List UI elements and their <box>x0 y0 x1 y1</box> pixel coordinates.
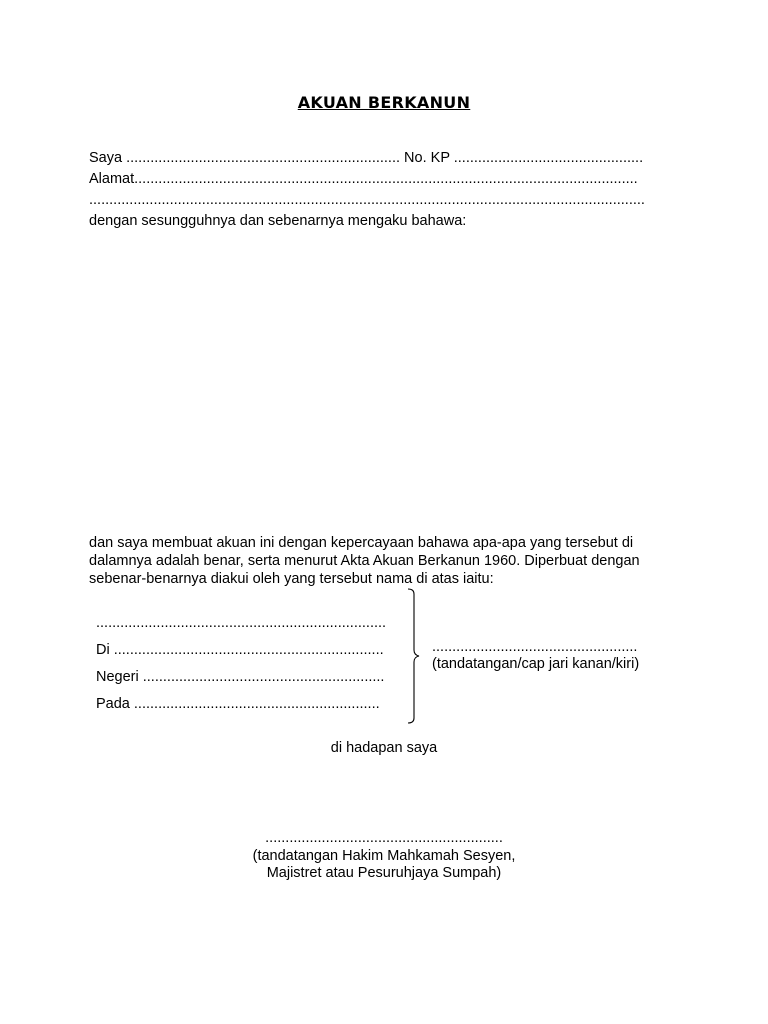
witness-intro: di hadapan saya <box>330 740 438 756</box>
declaration-intro: dengan sesungguhnya dan sebenarnya mengaku bahawa: <box>89 213 467 229</box>
witness-signature-dots: ........................................................... <box>265 830 503 846</box>
place-negeri-line: Negeri ............................................................ <box>96 669 385 685</box>
statement-paragraph <box>89 534 689 588</box>
witness-signature-label-1: (tandatangan Hakim Mahkamah Sesyen, <box>252 848 516 864</box>
place-di-line: Di ................................................................... <box>96 642 384 658</box>
place-blank-line: ........................................................................ <box>96 615 387 631</box>
name-ic-line: Saya .................................................................... No. KP ............................................... <box>89 150 644 166</box>
address-line-continued: .......................................................................................................................................... <box>89 192 645 208</box>
statement-line-1: dan saya membuat akuan ini dengan kepercayaan bahawa apa-apa yang tersebut di <box>89 535 634 551</box>
place-pada-line: Pada ............................................................. <box>96 696 380 712</box>
witness-signature-label-2: Majistret atau Pesuruhjaya Sumpah) <box>266 865 502 881</box>
declarant-signature-label: (tandatangan/cap jari kanan/kiri) <box>432 656 640 672</box>
statement-line-2: dalamnya adalah benar, serta menurut Akta Akuan Berkanun 1960. Diperbuat dengan <box>89 553 640 569</box>
page-title: AKUAN BERKANUN <box>297 93 471 112</box>
statement-line-3: sebenar-benarnya diakui oleh yang tersebut nama di atas iaitu: <box>89 571 494 587</box>
right-brace <box>406 588 420 724</box>
address-line: Alamat............................................................................................................................. <box>89 171 638 187</box>
declarant-signature-dots: ................................................... <box>432 639 638 655</box>
